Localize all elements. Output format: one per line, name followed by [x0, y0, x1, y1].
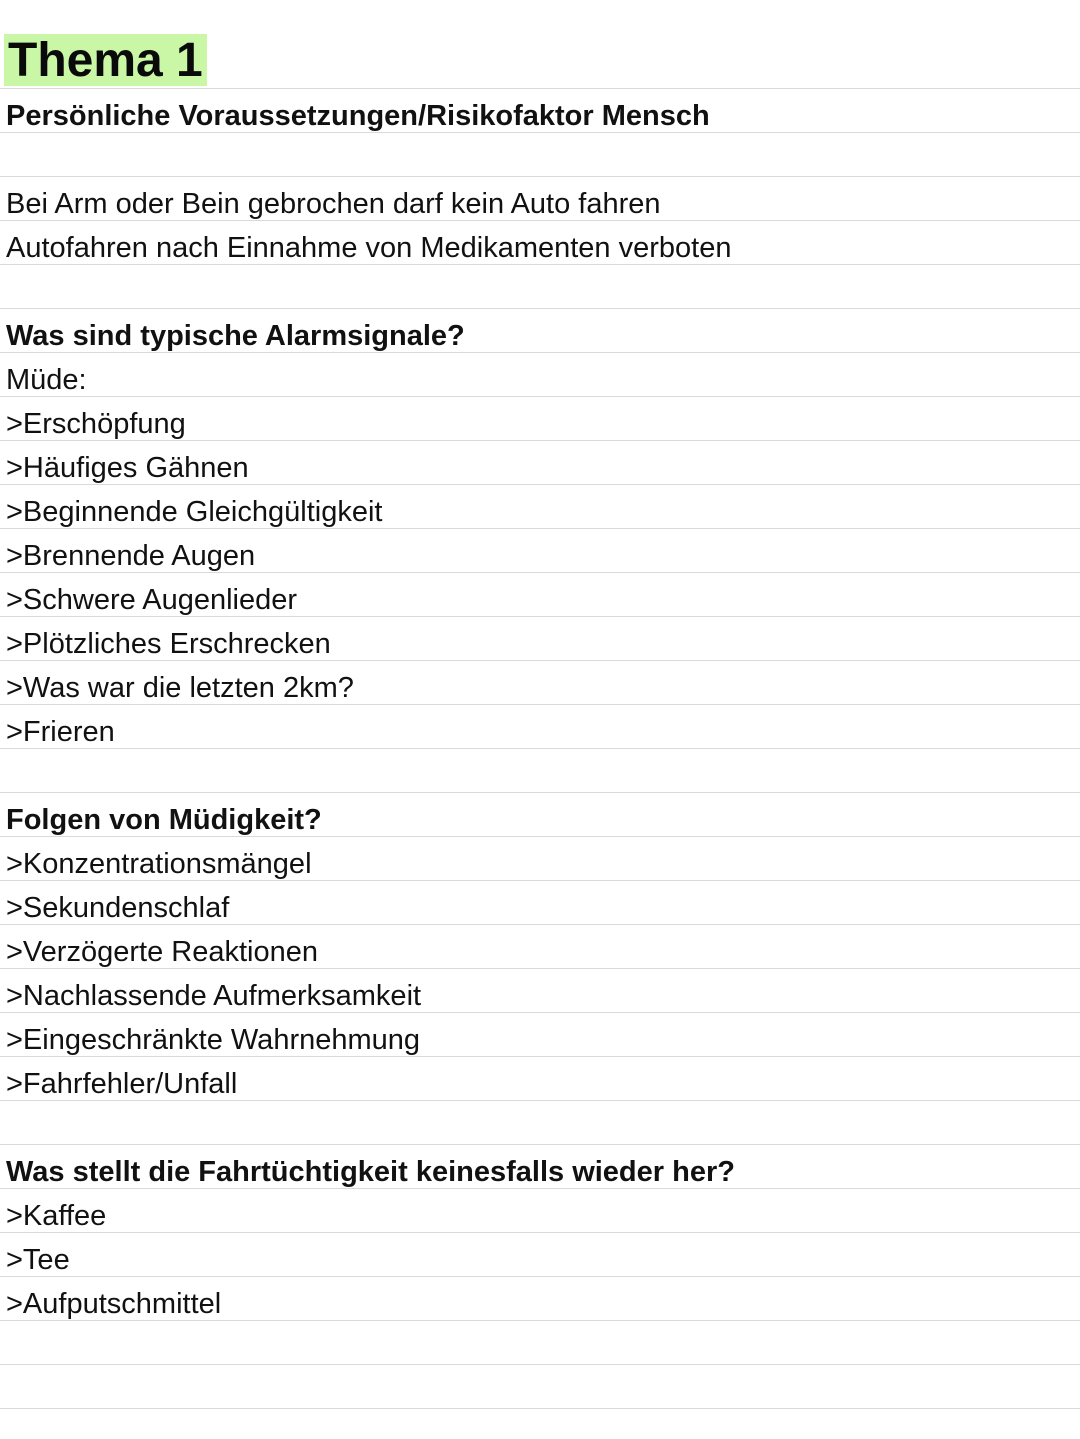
rule-line: [0, 1276, 1080, 1277]
list-item[interactable]: >Nachlassende Aufmerksamkeit: [6, 980, 422, 1012]
list-item[interactable]: >Konzentrationsmängel: [6, 848, 312, 880]
rule-line: [0, 748, 1080, 749]
subtitle[interactable]: Persönliche Voraussetzungen/Risikofaktor Mensch: [6, 100, 710, 132]
rule-line: [0, 1364, 1080, 1365]
list-item[interactable]: >Häufiges Gähnen: [6, 452, 249, 484]
alarm-heading[interactable]: Was sind typische Alarmsignale?: [6, 320, 465, 352]
list-item[interactable]: >Fahrfehler/Unfall: [6, 1068, 238, 1100]
list-item[interactable]: >Aufputschmittel: [6, 1288, 222, 1320]
restore-heading[interactable]: Was stellt die Fahrtüchtigkeit keinesfalls wieder her?: [6, 1156, 735, 1188]
consequences-heading[interactable]: Folgen von Müdigkeit?: [6, 804, 322, 836]
rule-line: [0, 308, 1080, 309]
list-item[interactable]: >Brennende Augen: [6, 540, 256, 572]
page-title[interactable]: Thema 1: [4, 34, 207, 86]
list-item[interactable]: >Beginnende Gleichgültigkeit: [6, 496, 383, 528]
intro-line-1[interactable]: Bei Arm oder Bein gebrochen darf kein Auto fahren: [6, 188, 661, 220]
rule-line: [0, 1144, 1080, 1145]
list-item[interactable]: >Tee: [6, 1244, 70, 1276]
list-item[interactable]: >Sekundenschlaf: [6, 892, 230, 924]
list-item[interactable]: >Verzögerte Reaktionen: [6, 936, 318, 968]
list-item[interactable]: >Frieren: [6, 716, 115, 748]
list-item[interactable]: >Erschöpfung: [6, 408, 186, 440]
rule-line: [0, 176, 1080, 177]
list-item[interactable]: >Schwere Augenlieder: [6, 584, 298, 616]
list-item[interactable]: >Kaffee: [6, 1200, 107, 1232]
rule-line: [0, 792, 1080, 793]
rule-line: [0, 1232, 1080, 1233]
list-item[interactable]: >Was war die letzten 2km?: [6, 672, 354, 704]
list-item[interactable]: >Eingeschränkte Wahrnehmung: [6, 1024, 421, 1056]
intro-line-2[interactable]: Autofahren nach Einnahme von Medikamenten verboten: [6, 232, 732, 264]
rule-line: [0, 396, 1080, 397]
list-item[interactable]: >Plötzliches Erschrecken: [6, 628, 331, 660]
alarm-label[interactable]: Müde:: [6, 364, 87, 396]
rule-line: [0, 88, 1080, 89]
rule-line: [0, 1408, 1080, 1409]
